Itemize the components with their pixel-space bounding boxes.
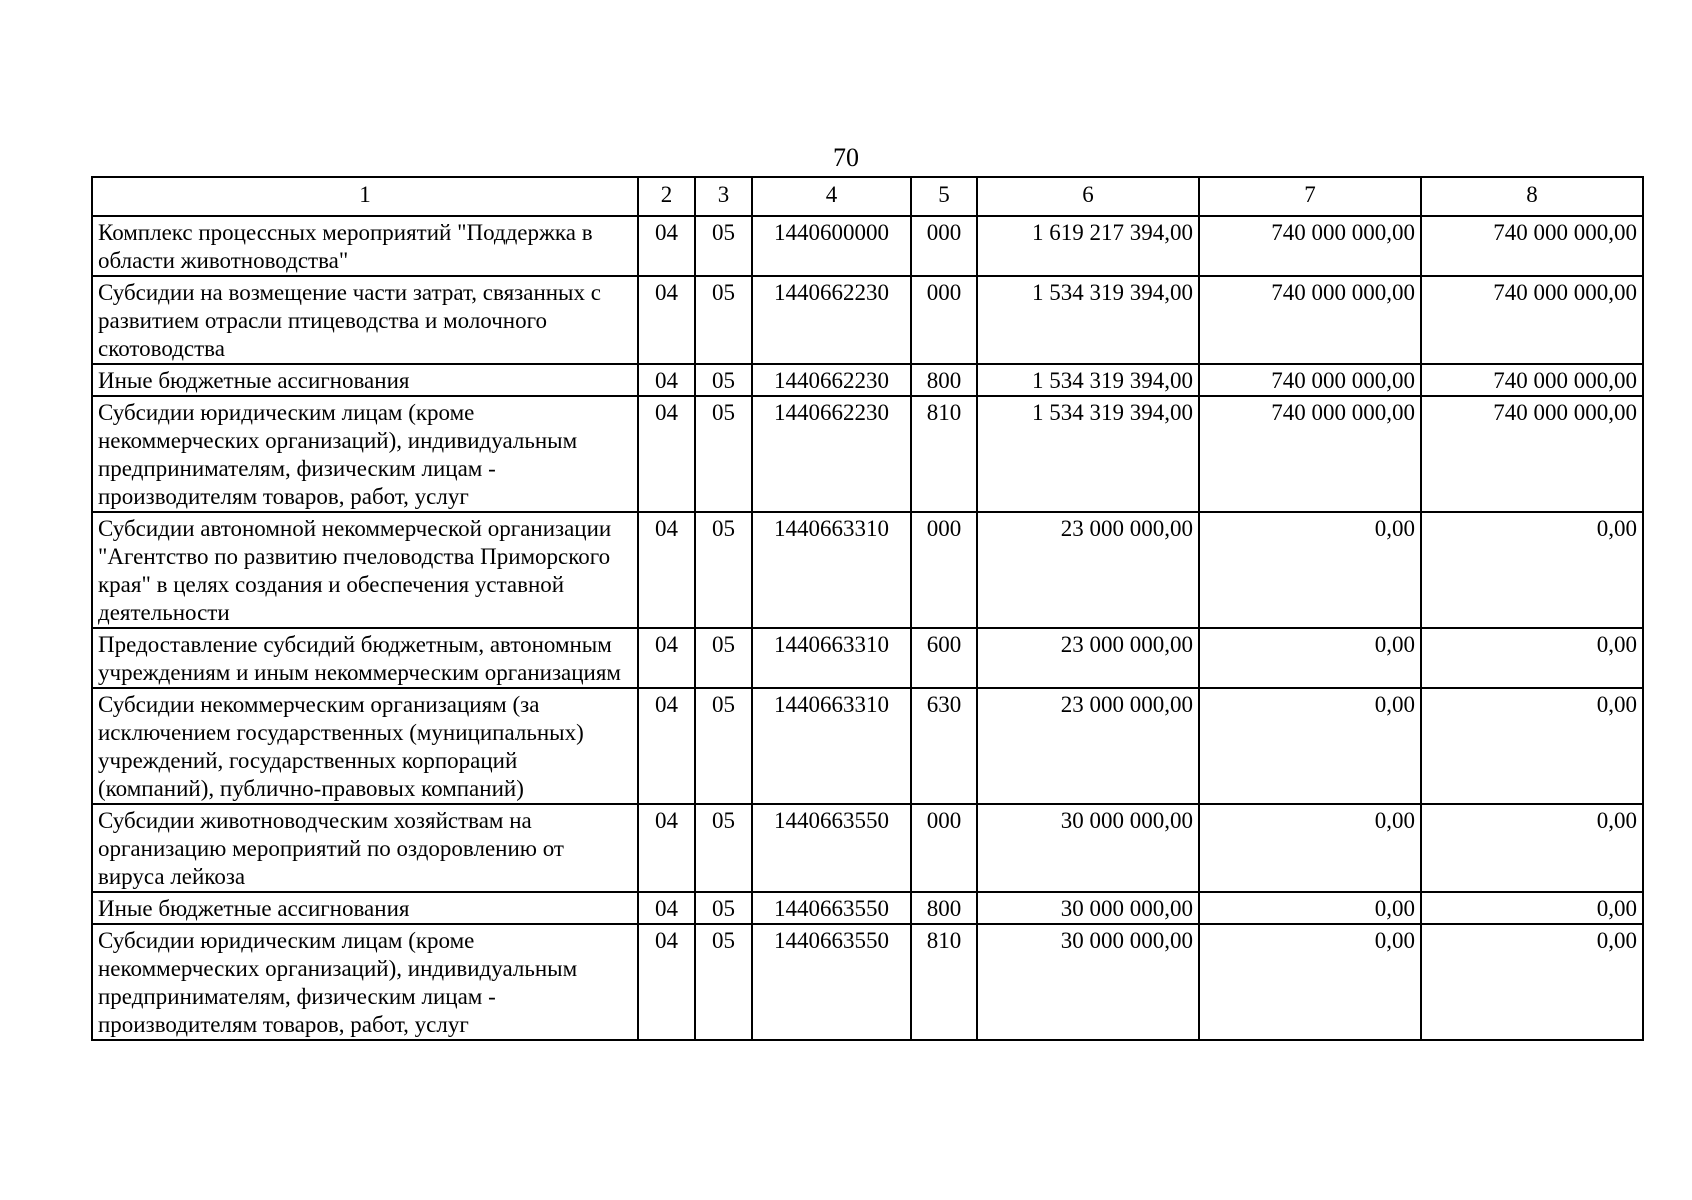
table-row [92,804,1643,892]
amount-col7-cell: 740 000 000,00 [1199,216,1421,276]
target-article-cell: 1440662230 [752,364,911,396]
section-code-cell: 04 [638,892,695,924]
table-row [92,688,1643,804]
amount-col8-cell: 740 000 000,00 [1421,216,1643,276]
row-name-cell: Иные бюджетные ассигнования [92,892,638,924]
target-article-cell: 1440662230 [752,396,911,512]
header-cell: 8 [1421,177,1643,216]
subsection-code-cell: 05 [695,804,752,892]
amount-col6-cell: 23 000 000,00 [977,512,1199,628]
amount-col6-cell: 30 000 000,00 [977,804,1199,892]
target-article-cell: 1440663310 [752,512,911,628]
target-article-cell: 1440663310 [752,628,911,688]
amount-col8-cell: 0,00 [1421,804,1643,892]
amount-col8-cell: 0,00 [1421,688,1643,804]
row-name-cell: Субсидии на возмещение части затрат, связанных с развитием отрасли птицеводства и молочного скотоводства [92,276,638,364]
table-row [92,216,1643,276]
target-article-cell: 1440663550 [752,804,911,892]
amount-col7-cell: 0,00 [1199,924,1421,1040]
amount-col6-cell: 23 000 000,00 [977,628,1199,688]
subsection-code-cell: 05 [695,276,752,364]
amount-col6-cell: 30 000 000,00 [977,924,1199,1040]
expense-type-cell: 810 [911,396,977,512]
amount-col7-cell: 0,00 [1199,892,1421,924]
expense-type-cell: 800 [911,892,977,924]
amount-col7-cell: 740 000 000,00 [1199,364,1421,396]
expense-type-cell: 000 [911,276,977,364]
section-code-cell: 04 [638,216,695,276]
subsection-code-cell: 05 [695,688,752,804]
table-row [92,512,1643,628]
header-cell: 3 [695,177,752,216]
section-code-cell: 04 [638,924,695,1040]
table-row [92,364,1643,396]
section-code-cell: 04 [638,512,695,628]
expense-type-cell: 630 [911,688,977,804]
subsection-code-cell: 05 [695,628,752,688]
amount-col7-cell: 0,00 [1199,628,1421,688]
amount-col8-cell: 0,00 [1421,924,1643,1040]
row-name-cell: Субсидии юридическим лицам (кроме некоммерческих организаций), индивидуальным предпринимателям, физическим лицам - производителям товаров, работ, услуг [92,396,638,512]
amount-col8-cell: 740 000 000,00 [1421,364,1643,396]
section-code-cell: 04 [638,276,695,364]
row-name-cell: Субсидии юридическим лицам (кроме некоммерческих организаций), индивидуальным предпринимателям, физическим лицам - производителям товаров, работ, услуг [92,924,638,1040]
subsection-code-cell: 05 [695,364,752,396]
subsection-code-cell: 05 [695,216,752,276]
amount-col6-cell: 1 534 319 394,00 [977,276,1199,364]
target-article-cell: 1440663310 [752,688,911,804]
section-code-cell: 04 [638,628,695,688]
amount-col7-cell: 740 000 000,00 [1199,276,1421,364]
header-cell: 4 [752,177,911,216]
amount-col7-cell: 0,00 [1199,804,1421,892]
subsection-code-cell: 05 [695,396,752,512]
row-name-cell: Комплекс процессных мероприятий "Поддержка в области животноводства" [92,216,638,276]
table-header-row [92,177,1643,216]
amount-col8-cell: 740 000 000,00 [1421,276,1643,364]
row-name-cell: Субсидии животноводческим хозяйствам на организацию мероприятий по оздоровлению от вируса лейкоза [92,804,638,892]
table-row [92,276,1643,364]
section-code-cell: 04 [638,804,695,892]
expense-type-cell: 000 [911,512,977,628]
table-row [92,628,1643,688]
section-code-cell: 04 [638,396,695,512]
expense-type-cell: 000 [911,216,977,276]
header-cell: 1 [92,177,638,216]
amount-col6-cell: 1 534 319 394,00 [977,364,1199,396]
target-article-cell: 1440662230 [752,276,911,364]
expense-type-cell: 800 [911,364,977,396]
header-cell: 6 [977,177,1199,216]
subsection-code-cell: 05 [695,892,752,924]
section-code-cell: 04 [638,688,695,804]
page-number: 70 [833,143,859,172]
amount-col7-cell: 0,00 [1199,688,1421,804]
header-cell: 5 [911,177,977,216]
target-article-cell: 1440600000 [752,216,911,276]
row-name-cell: Субсидии некоммерческим организациям (за исключением государственных (муниципальных) учреждений, государственных корпораций (компаний), публично-правовых компаний) [92,688,638,804]
amount-col6-cell: 30 000 000,00 [977,892,1199,924]
row-name-cell: Предоставление субсидий бюджетным, автономным учреждениям и иным некоммерческим организациям [92,628,638,688]
amount-col6-cell: 1 619 217 394,00 [977,216,1199,276]
subsection-code-cell: 05 [695,512,752,628]
target-article-cell: 1440663550 [752,892,911,924]
amount-col8-cell: 0,00 [1421,628,1643,688]
table-row [92,892,1643,924]
amount-col7-cell: 740 000 000,00 [1199,396,1421,512]
target-article-cell: 1440663550 [752,924,911,1040]
row-name-cell: Иные бюджетные ассигнования [92,364,638,396]
subsection-code-cell: 05 [695,924,752,1040]
table-row [92,924,1643,1040]
amount-col8-cell: 0,00 [1421,512,1643,628]
section-code-cell: 04 [638,364,695,396]
header-cell: 2 [638,177,695,216]
budget-table [91,176,1644,1041]
header-cell: 7 [1199,177,1421,216]
expense-type-cell: 600 [911,628,977,688]
expense-type-cell: 000 [911,804,977,892]
amount-col7-cell: 0,00 [1199,512,1421,628]
amount-col6-cell: 1 534 319 394,00 [977,396,1199,512]
expense-type-cell: 810 [911,924,977,1040]
amount-col8-cell: 740 000 000,00 [1421,396,1643,512]
table-row [92,396,1643,512]
amount-col6-cell: 23 000 000,00 [977,688,1199,804]
amount-col8-cell: 0,00 [1421,892,1643,924]
row-name-cell: Субсидии автономной некоммерческой организации "Агентство по развитию пчеловодства Приморского края" в целях создания и обеспечения уставной деятельности [92,512,638,628]
